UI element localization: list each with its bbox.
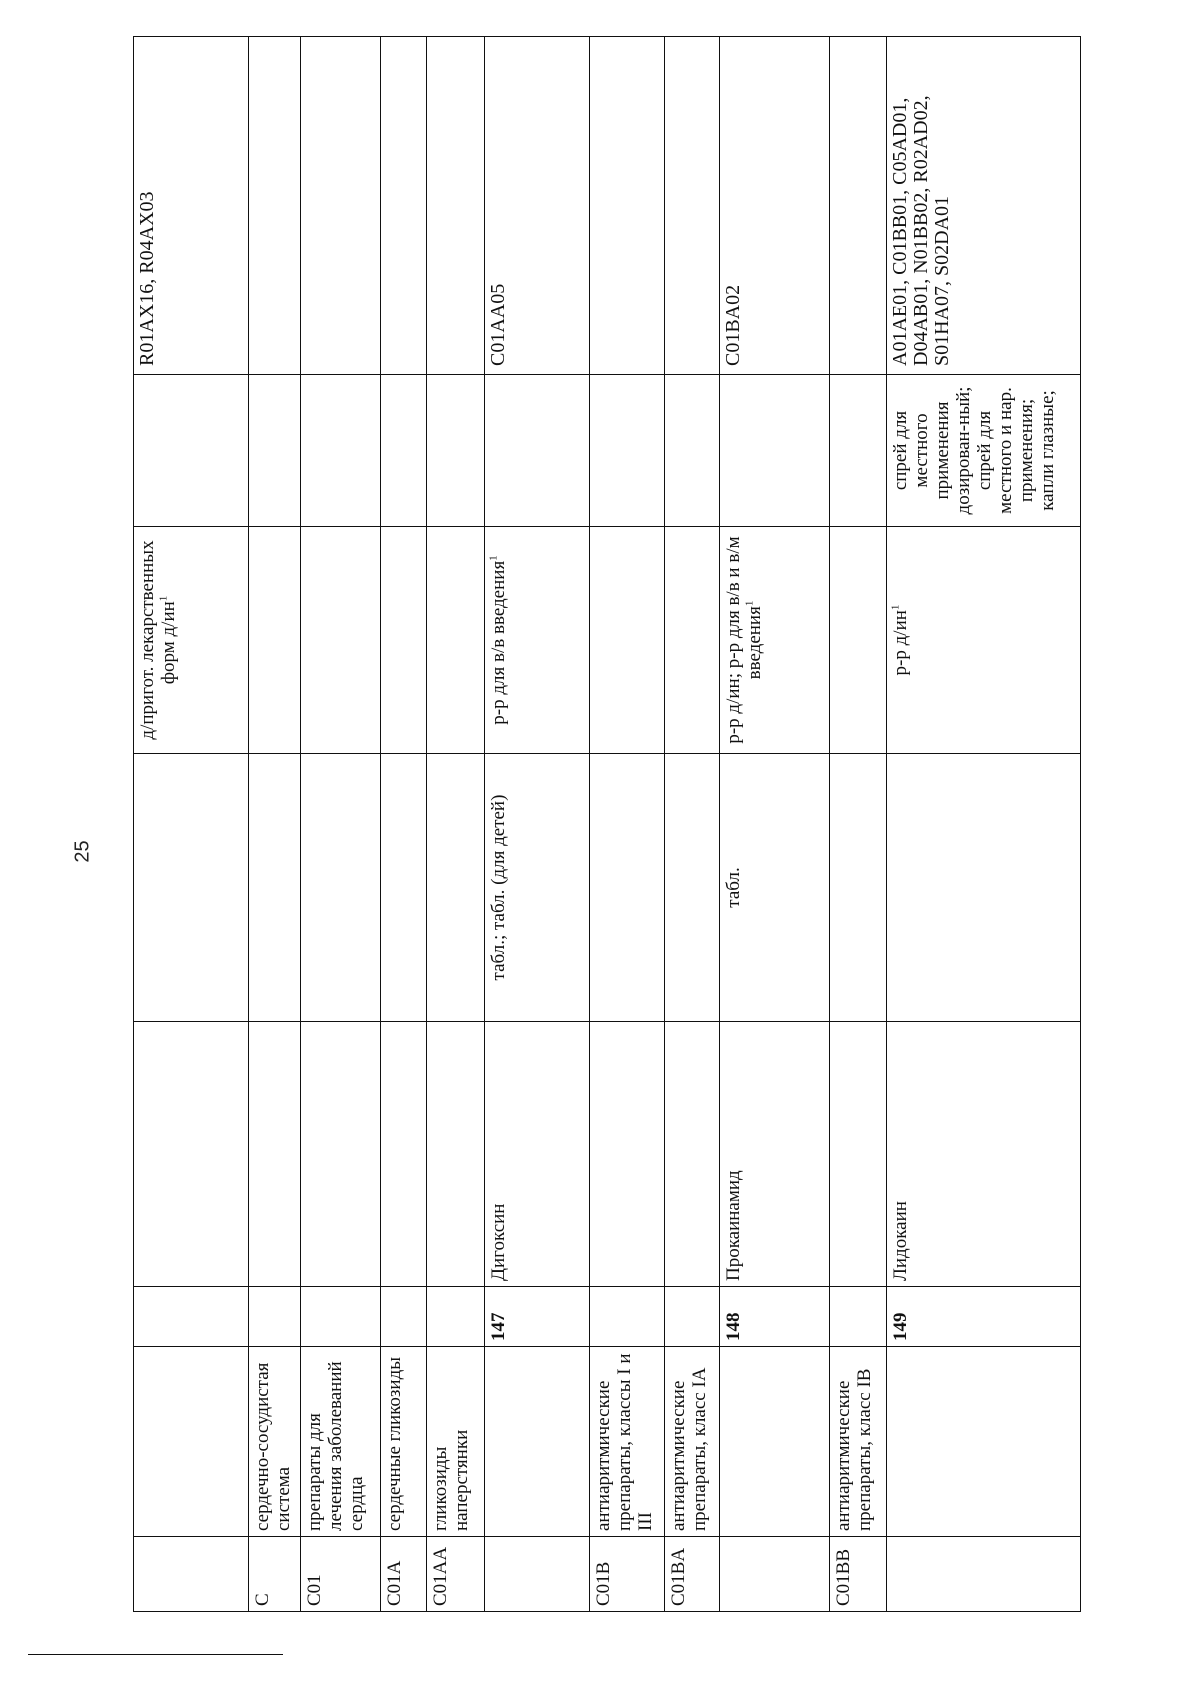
topical-form-cell bbox=[381, 375, 427, 527]
topical-form-cell bbox=[301, 375, 381, 527]
atc-code-cell-text: C01 bbox=[304, 1574, 325, 1606]
table-row bbox=[381, 37, 427, 1612]
atc-codes-cell bbox=[485, 37, 590, 375]
inn-name-cell bbox=[590, 1022, 665, 1287]
inn-name-cell-text: Лидокаин bbox=[890, 1201, 911, 1281]
row-number-cell bbox=[887, 1287, 1081, 1347]
group-name-cell-text: гликозиды наперстянки bbox=[430, 1429, 472, 1531]
group-name-cell bbox=[301, 1347, 381, 1537]
group-name-cell bbox=[830, 1347, 887, 1537]
dosage-form-cell-text: табл. bbox=[723, 867, 744, 908]
group-name-cell bbox=[887, 1347, 1081, 1537]
table-row bbox=[665, 37, 720, 1612]
dosage-form-cell bbox=[134, 754, 249, 1022]
atc-code-cell-text: C01BB bbox=[833, 1548, 854, 1606]
injection-form-cell bbox=[720, 527, 830, 754]
atc-codes-cell bbox=[720, 37, 830, 375]
inn-name-cell bbox=[427, 1022, 485, 1287]
atc-code-cell-text: C bbox=[252, 1593, 273, 1606]
atc-codes-cell bbox=[590, 37, 665, 375]
injection-form-cell-text: д/пригот. лекарственных форм д/ин bbox=[137, 540, 179, 740]
injection-form-cell bbox=[427, 527, 485, 754]
dosage-form-cell bbox=[485, 754, 590, 1022]
group-name-cell bbox=[427, 1347, 485, 1537]
group-name-cell bbox=[485, 1347, 590, 1537]
topical-form-cell bbox=[427, 375, 485, 527]
atc-code-cell-text: C01B bbox=[593, 1561, 614, 1606]
injection-form-cell bbox=[665, 527, 720, 754]
dosage-form-cell bbox=[720, 754, 830, 1022]
dosage-form-cell bbox=[665, 754, 720, 1022]
group-name-cell bbox=[134, 1347, 249, 1537]
atc-codes-cell bbox=[887, 37, 1081, 375]
inn-name-cell-text: Прокаинамид bbox=[723, 1170, 744, 1281]
group-name-cell-text: антиаритмические препараты, классы I и III bbox=[593, 1353, 656, 1531]
table-row bbox=[887, 37, 1081, 1612]
atc-code-cell-text: C01A bbox=[384, 1560, 405, 1606]
row-number-cell bbox=[665, 1287, 720, 1347]
dosage-form-cell bbox=[427, 754, 485, 1022]
group-name-cell-text: препараты для лечения заболеваний сердца bbox=[304, 1361, 367, 1531]
row-number-cell bbox=[590, 1287, 665, 1347]
injection-form-cell bbox=[249, 527, 301, 754]
row-number-cell-text: 148 bbox=[723, 1312, 744, 1341]
table-row bbox=[301, 37, 381, 1612]
topical-form-cell bbox=[134, 375, 249, 527]
injection-form-cell-text: р-р для в/в введения bbox=[488, 560, 509, 725]
drug-table-wrapper bbox=[133, 37, 1080, 1612]
atc-code-cell bbox=[249, 1537, 301, 1612]
dosage-form-cell bbox=[887, 754, 1081, 1022]
group-name-cell-text: антиаритмические препараты, класс IA bbox=[668, 1367, 710, 1531]
topical-form-cell bbox=[249, 375, 301, 527]
group-name-cell bbox=[590, 1347, 665, 1537]
row-number-cell bbox=[301, 1287, 381, 1347]
atc-codes-cell-text: C01BA02 bbox=[722, 284, 744, 366]
inn-name-cell bbox=[249, 1022, 301, 1287]
atc-code-cell bbox=[485, 1537, 590, 1612]
group-name-cell-text: сердечные гликозиды bbox=[384, 1357, 405, 1531]
inn-name-cell bbox=[485, 1022, 590, 1287]
footnote-rule bbox=[28, 1654, 283, 1655]
atc-code-cell bbox=[134, 1537, 249, 1612]
dosage-form-cell bbox=[381, 754, 427, 1022]
dosage-form-cell bbox=[301, 754, 381, 1022]
injection-form-cell-text: р-р д/ин; р-р для в/в и в/м введения bbox=[723, 536, 765, 744]
inn-name-cell-text: Дигоксин bbox=[488, 1203, 509, 1281]
atc-codes-cell-text: R01AX16, R04AX03 bbox=[136, 191, 158, 366]
atc-code-cell bbox=[665, 1537, 720, 1612]
topical-form-cell bbox=[887, 375, 1081, 527]
footnote-marker: 1 bbox=[889, 604, 902, 611]
atc-codes-cell-text: C01AA05 bbox=[487, 283, 509, 366]
atc-code-cell bbox=[887, 1537, 1081, 1612]
row-number-cell-text: 147 bbox=[488, 1312, 509, 1341]
topical-form-cell bbox=[830, 375, 887, 527]
injection-form-cell bbox=[887, 527, 1081, 754]
group-name-cell bbox=[665, 1347, 720, 1537]
table-row bbox=[134, 37, 249, 1612]
injection-form-cell bbox=[485, 527, 590, 754]
inn-name-cell bbox=[720, 1022, 830, 1287]
dosage-form-cell-text: табл.; табл. (для детей) bbox=[488, 794, 509, 981]
topical-form-cell-text: спрей для местного применения дозирован-ный; спрей для местного и нар. применения; капли глазные; bbox=[890, 386, 1058, 515]
atc-code-cell bbox=[301, 1537, 381, 1612]
group-name-cell bbox=[720, 1347, 830, 1537]
table-row bbox=[830, 37, 887, 1612]
atc-code-cell bbox=[381, 1537, 427, 1612]
atc-code-cell bbox=[590, 1537, 665, 1612]
row-number-cell bbox=[249, 1287, 301, 1347]
inn-name-cell bbox=[887, 1022, 1081, 1287]
topical-form-cell bbox=[485, 375, 590, 527]
atc-codes-cell bbox=[301, 37, 381, 375]
footnote-marker: 1 bbox=[743, 600, 756, 607]
row-number-cell-text: 149 bbox=[890, 1312, 911, 1341]
row-number-cell bbox=[485, 1287, 590, 1347]
table-row bbox=[249, 37, 301, 1612]
drug-table bbox=[133, 36, 1081, 1612]
footnote-marker: 1 bbox=[157, 595, 170, 602]
table-row bbox=[485, 37, 590, 1612]
atc-codes-cell-text: A01AE01, C01BB01, C05AD01, D04AB01, N01BB02, R02AD02, S01HA07, S02DA01 bbox=[889, 95, 953, 366]
injection-form-cell-text: р-р д/ин bbox=[890, 610, 911, 676]
group-name-cell bbox=[381, 1347, 427, 1537]
inn-name-cell bbox=[381, 1022, 427, 1287]
inn-name-cell bbox=[301, 1022, 381, 1287]
row-number-cell bbox=[381, 1287, 427, 1347]
page-number: 25 bbox=[71, 840, 94, 863]
injection-form-cell bbox=[381, 527, 427, 754]
atc-codes-cell bbox=[381, 37, 427, 375]
injection-form-cell bbox=[134, 527, 249, 754]
inn-name-cell bbox=[830, 1022, 887, 1287]
dosage-form-cell bbox=[249, 754, 301, 1022]
atc-code-cell bbox=[720, 1537, 830, 1612]
atc-codes-cell bbox=[427, 37, 485, 375]
row-number-cell bbox=[830, 1287, 887, 1347]
atc-code-cell-text: C01BA bbox=[668, 1547, 689, 1606]
table-body bbox=[134, 37, 1081, 1612]
group-name-cell bbox=[249, 1347, 301, 1537]
atc-codes-cell bbox=[249, 37, 301, 375]
topical-form-cell bbox=[590, 375, 665, 527]
table-row bbox=[590, 37, 665, 1612]
atc-code-cell bbox=[427, 1537, 485, 1612]
row-number-cell bbox=[134, 1287, 249, 1347]
inn-name-cell bbox=[665, 1022, 720, 1287]
inn-name-cell bbox=[134, 1022, 249, 1287]
topical-form-cell bbox=[665, 375, 720, 527]
row-number-cell bbox=[720, 1287, 830, 1347]
atc-codes-cell bbox=[665, 37, 720, 375]
atc-code-cell bbox=[830, 1537, 887, 1612]
dosage-form-cell bbox=[830, 754, 887, 1022]
group-name-cell-text: сердечно-сосудистая система bbox=[252, 1362, 294, 1531]
table-row bbox=[720, 37, 830, 1612]
atc-code-cell-text: C01AA bbox=[430, 1546, 451, 1606]
row-number-cell bbox=[427, 1287, 485, 1347]
footnote-marker: 1 bbox=[487, 555, 500, 561]
injection-form-cell bbox=[830, 527, 887, 754]
group-name-cell-text: антиаритмические препараты, класс IB bbox=[833, 1368, 875, 1531]
atc-codes-cell bbox=[830, 37, 887, 375]
injection-form-cell bbox=[301, 527, 381, 754]
injection-form-cell bbox=[590, 527, 665, 754]
atc-codes-cell bbox=[134, 37, 249, 375]
table-row bbox=[427, 37, 485, 1612]
topical-form-cell bbox=[720, 375, 830, 527]
dosage-form-cell bbox=[590, 754, 665, 1022]
